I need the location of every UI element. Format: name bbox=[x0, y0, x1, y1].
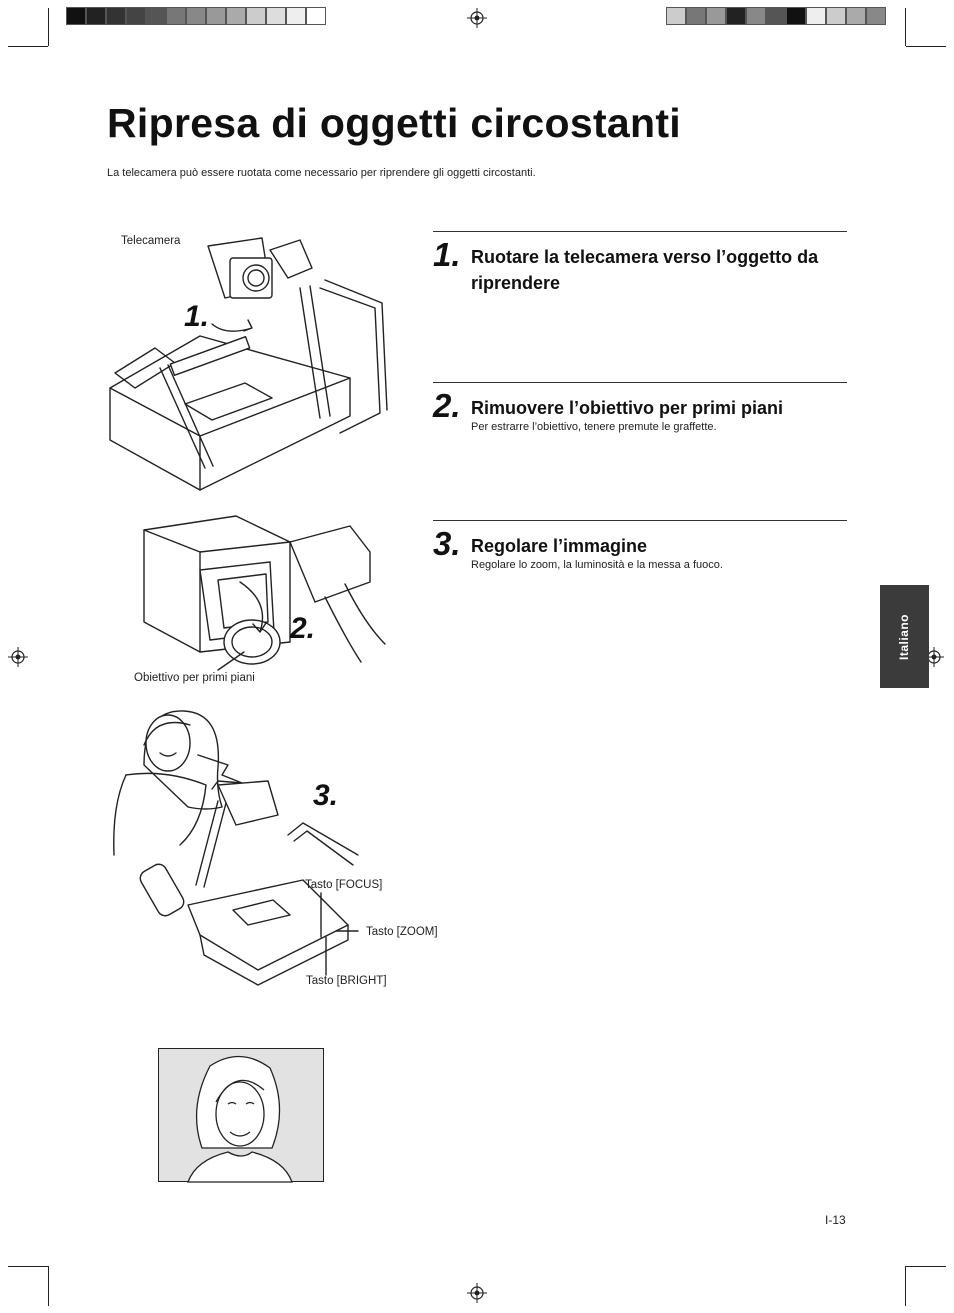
step-number: 3. bbox=[433, 525, 461, 562]
step-title: Regolare l’immagine bbox=[471, 536, 648, 556]
color-swatch bbox=[866, 7, 886, 25]
color-swatch bbox=[806, 7, 826, 25]
color-swatch bbox=[786, 7, 806, 25]
color-swatch bbox=[186, 7, 206, 25]
color-swatch bbox=[666, 7, 686, 25]
figure-2-callout: 2. bbox=[290, 612, 316, 645]
color-swatch bbox=[166, 7, 186, 25]
crop-mark bbox=[905, 8, 906, 46]
color-swatch bbox=[246, 7, 266, 25]
crop-mark bbox=[48, 8, 49, 46]
crop-mark bbox=[48, 1266, 49, 1306]
step-number: 1. bbox=[433, 236, 461, 273]
registration-mark-left bbox=[8, 647, 28, 667]
color-swatch bbox=[826, 7, 846, 25]
step-description: Regolare lo zoom, la luminosità e la messa a fuoco. bbox=[471, 559, 723, 571]
page-title: Ripresa di oggetti circostanti bbox=[107, 100, 681, 146]
crop-mark bbox=[905, 1266, 906, 1306]
figure-3-person-and-camera bbox=[108, 705, 368, 995]
color-swatch bbox=[206, 7, 226, 25]
step-description: Per estrarre l’obiettivo, tenere premute le graffette. bbox=[471, 421, 717, 433]
color-swatch bbox=[106, 7, 126, 25]
registration-mark-top bbox=[467, 8, 487, 28]
color-bar-right bbox=[666, 7, 886, 25]
crop-mark bbox=[906, 46, 946, 47]
language-tab bbox=[880, 585, 929, 688]
label-camera: Telecamera bbox=[121, 235, 181, 247]
color-swatch bbox=[686, 7, 706, 25]
color-swatch bbox=[226, 7, 246, 25]
crop-mark bbox=[8, 46, 48, 47]
color-swatch bbox=[146, 7, 166, 25]
color-swatch bbox=[286, 7, 306, 25]
label-zoom-button: Tasto [ZOOM] bbox=[366, 926, 438, 938]
registration-mark-bottom bbox=[467, 1283, 487, 1303]
label-bright-button: Tasto [BRIGHT] bbox=[306, 975, 387, 987]
figure-4-screen-output bbox=[158, 1048, 324, 1182]
intro-text: La telecamera può essere ruotata come necessario per riprendere gli oggetti circostanti. bbox=[107, 167, 536, 179]
step-2 bbox=[433, 382, 847, 520]
figure-1-document-camera bbox=[100, 228, 400, 498]
figure-3-callout: 3. bbox=[313, 779, 339, 812]
color-swatch bbox=[126, 7, 146, 25]
color-swatch bbox=[726, 7, 746, 25]
label-closeup-lens: Obiettivo per primi piani bbox=[134, 672, 255, 684]
label-focus-button: Tasto [FOCUS] bbox=[305, 879, 383, 891]
color-swatch bbox=[706, 7, 726, 25]
page-number: I-13 bbox=[825, 1213, 846, 1227]
step-title: Rimuovere l’obiettivo per primi piani bbox=[471, 398, 784, 418]
crop-mark bbox=[906, 1266, 946, 1267]
color-swatch bbox=[306, 7, 326, 25]
language-tab-label: Italiano bbox=[897, 613, 912, 660]
color-swatch bbox=[766, 7, 786, 25]
color-swatch bbox=[86, 7, 106, 25]
color-swatch bbox=[266, 7, 286, 25]
step-number: 2. bbox=[433, 387, 461, 424]
step-1 bbox=[433, 231, 847, 382]
step-3 bbox=[433, 520, 847, 591]
figure-2-closeup-lens bbox=[140, 512, 390, 682]
step-title: Ruotare la telecamera verso l’oggetto da riprendere bbox=[471, 247, 819, 293]
figure-1-callout: 1. bbox=[184, 300, 210, 333]
color-swatch bbox=[746, 7, 766, 25]
crop-mark bbox=[8, 1266, 48, 1267]
color-swatch bbox=[846, 7, 866, 25]
color-bar-left bbox=[66, 7, 326, 25]
color-swatch bbox=[66, 7, 86, 25]
